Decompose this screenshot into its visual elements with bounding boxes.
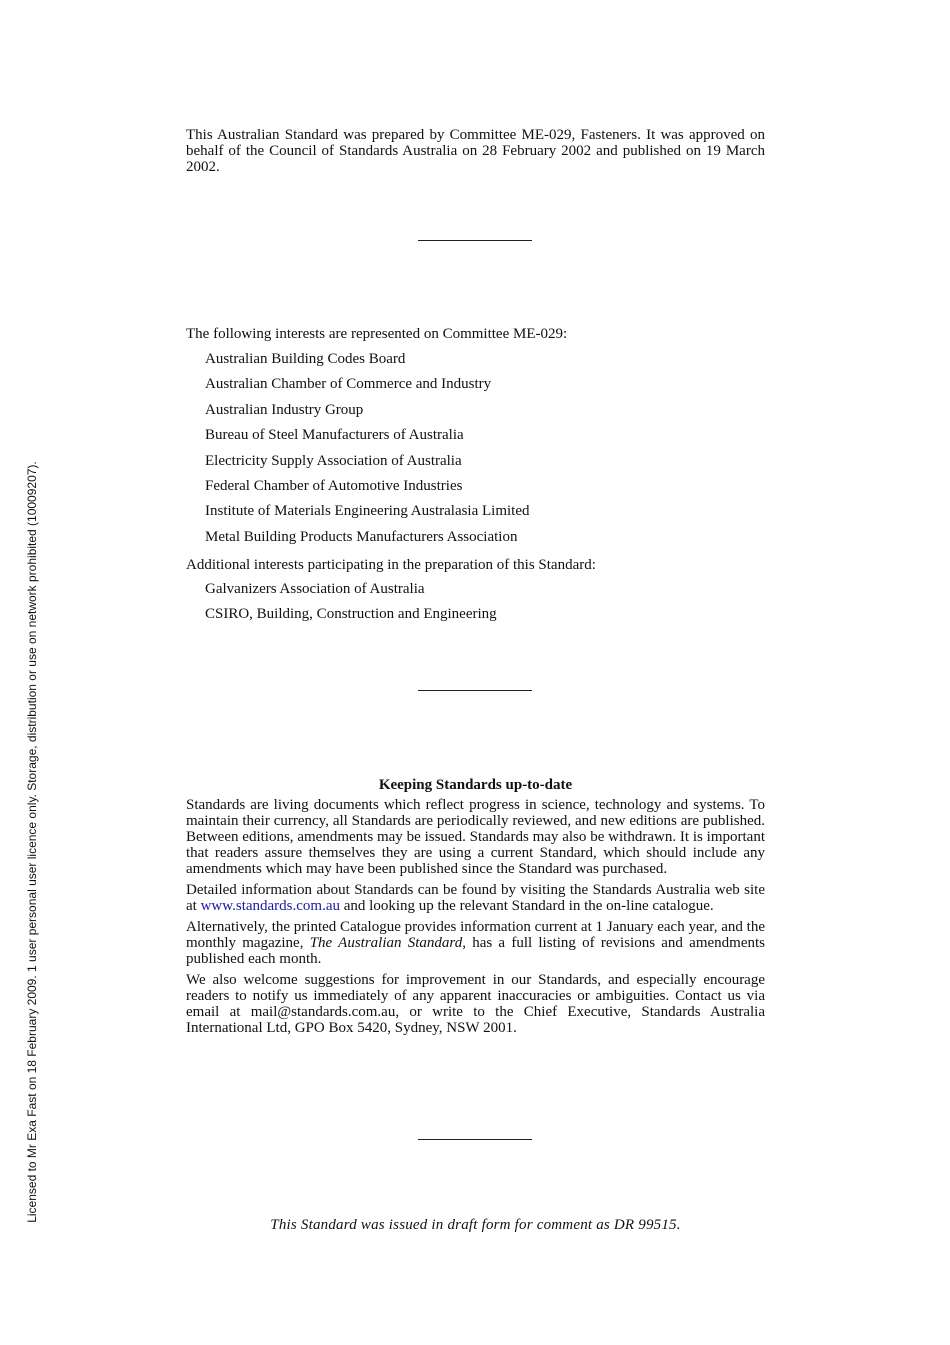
- additional-interests-heading: Additional interests participating in the preparation of this Standard:: [186, 557, 596, 573]
- section-divider: [418, 1139, 532, 1140]
- list-item: Australian Chamber of Commerce and Industry: [205, 376, 492, 393]
- paragraph-text: , has a full listing of revisions and amendments published each month.: [186, 935, 765, 967]
- committee-interests-heading: The following interests are represented on Committee ME-029:: [186, 326, 568, 342]
- paragraph: We also welcome suggestions for improvement in our Standards, and especially encourage readers to notify us immediately of any apparent inaccuracies or ambiguities. Contact us via email at mail@standards.com.au, or write to the Chief Executive, Standards Australia International Ltd, GPO Box 5420, Sydney, NSW 2001.: [186, 972, 765, 1036]
- list-item: CSIRO, Building, Construction and Engineering: [205, 606, 497, 622]
- list-item: Institute of Materials Engineering Australasia Limited: [205, 503, 530, 520]
- paragraph: [186, 882, 765, 914]
- paragraph: Standards are living documents which reflect progress in science, technology and systems. To maintain their currency, all Standards are periodically reviewed, and new editions are published. Between editions, amendments may be issued. Standards may also be withdrawn. It is important that readers assure themselves they are using a current Standard, which should include any amendments which may have been published since the Standard was purchased.: [186, 797, 765, 877]
- list-item: Metal Building Products Manufacturers Association: [205, 528, 518, 545]
- keeping-standards-body: [186, 797, 765, 1041]
- committee-interests-list: [205, 351, 530, 554]
- draft-note: This Standard was issued in draft form for comment as DR 99515.: [270, 1217, 681, 1233]
- list-item: Australian Industry Group: [205, 401, 364, 418]
- approval-statement: This Australian Standard was prepared by Committee ME-029, Fasteners. It was approved on behalf of the Council of Standards Australia on 28 February 2002 and published on 19 March 2002.: [186, 127, 765, 175]
- licence-watermark: Licensed to Mr Exa Fast on 18 February 2009. 1 user personal user licence only. Storage, distribution or use on network prohibited (10009207).: [25, 461, 39, 1223]
- magazine-title: The Australian Standard: [309, 935, 463, 951]
- list-item: Galvanizers Association of Australia: [205, 581, 425, 597]
- paragraph-text: Detailed information about Standards can be found by visiting the Standards Australia web site at: [186, 882, 765, 914]
- keeping-standards-title: Keeping Standards up-to-date: [378, 777, 573, 793]
- list-item: Electricity Supply Association of Australia: [205, 452, 462, 469]
- paragraph: [186, 919, 765, 967]
- additional-interests-list: [205, 581, 497, 631]
- list-item: Federal Chamber of Automotive Industries: [205, 477, 463, 494]
- list-item: Australian Building Codes Board: [205, 351, 406, 367]
- section-divider: [418, 240, 532, 241]
- list-item: Bureau of Steel Manufacturers of Australia: [205, 427, 464, 444]
- paragraph-text: Alternatively, the printed Catalogue provides information current at 1 January each year, and the monthly magazine,: [186, 919, 765, 951]
- section-divider: [418, 690, 532, 691]
- paragraph-text: and looking up the relevant Standard in the on-line catalogue.: [340, 898, 714, 914]
- standards-website-link[interactable]: www.standards.com.au: [200, 898, 340, 914]
